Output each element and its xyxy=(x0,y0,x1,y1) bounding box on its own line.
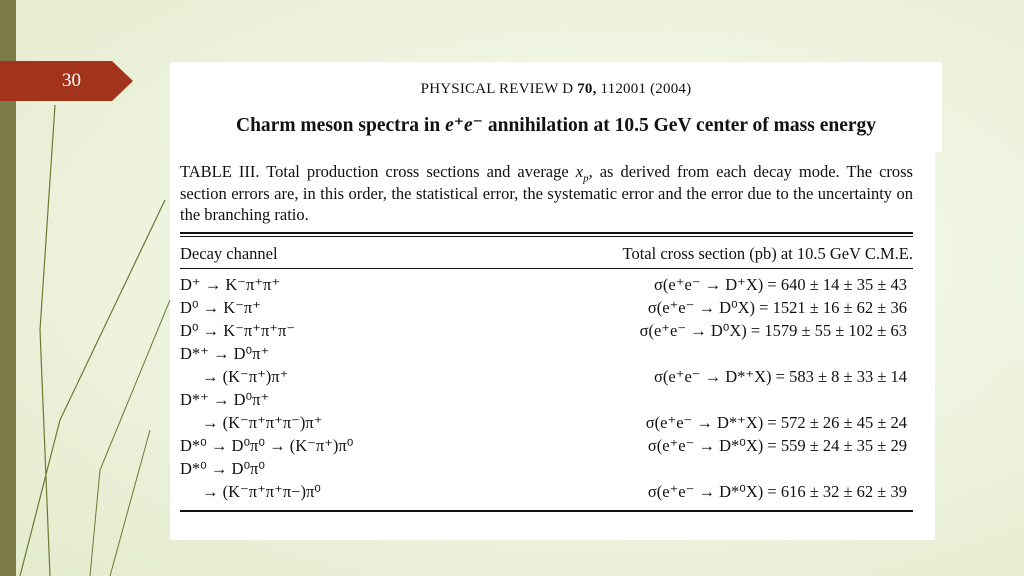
deco-line xyxy=(110,430,150,576)
paper-title xyxy=(170,113,942,137)
cross-section-cell: σ(e⁺e⁻ → D*⁺X) = 572 ± 26 ± 45 ± 24 xyxy=(645,413,907,432)
cross-section-cell: σ(e⁺e⁻ → D*⁰X) = 616 ± 32 ± 62 ± 39 xyxy=(647,482,907,501)
journal-pages: 112001 (2004) xyxy=(600,81,692,97)
title-part-before: Charm meson spectra in xyxy=(235,115,441,136)
cross-section-cell: σ(e⁺e⁻ → D*⁰X) = 559 ± 24 ± 35 ± 29 xyxy=(647,436,907,455)
column-header-cross-section: Total cross section (pb) at 10.5 GeV C.M.E. xyxy=(622,244,913,263)
deco-line xyxy=(40,105,55,576)
deco-line xyxy=(90,300,170,576)
cross-section-cell: σ(e⁺e⁻ → D*⁺X) = 583 ± 8 ± 33 ± 14 xyxy=(654,367,907,386)
decay-channel-cell: → (K⁻π⁺π⁺π⁻)π⁺ xyxy=(202,413,323,432)
slide-number: 30 xyxy=(62,70,81,91)
decay-channel-cell: D*⁰ → D⁰π⁰ xyxy=(180,459,266,478)
caption-xp-sub: p xyxy=(583,172,589,185)
deco-line xyxy=(20,200,165,576)
journal-citation xyxy=(170,81,942,98)
caption-text: Total production cross sections and average xyxy=(266,162,569,181)
cross-section-cell: σ(e⁺e⁻ → D⁰X) = 1521 ± 16 ± 62 ± 36 xyxy=(647,298,907,317)
title-part-after: annihilation at 10.5 GeV center of mass energy xyxy=(487,115,877,136)
decay-channel-cell: D⁺ → K⁻π⁺π⁺ xyxy=(180,275,281,294)
decay-channel-cell: D*⁺ → D⁰π⁺ xyxy=(180,390,270,409)
caption-tail: , as derived from each decay xyxy=(588,162,792,181)
caption-label: TABLE III. xyxy=(180,162,260,181)
journal-name: PHYSICAL REVIEW D xyxy=(420,81,574,97)
decay-channel-cell: D⁰ → K⁻π⁺π⁺π⁻ xyxy=(180,321,296,340)
caption-line-3: the error due to the uncertainty on the branching ratio. xyxy=(180,183,914,224)
column-header-decay: Decay channel xyxy=(180,244,278,263)
caption-line-2: mode. The cross section errors are, in this order, the statistical error, the systematic error and xyxy=(180,162,913,203)
journal-volume: 70, xyxy=(577,81,597,97)
cross-section-cell: σ(e⁺e⁻ → D⁰X) = 1579 ± 55 ± 102 ± 63 xyxy=(639,321,907,340)
table-panel xyxy=(170,152,935,540)
decay-channel-cell: D*⁺ → D⁰π⁺ xyxy=(180,344,270,363)
caption-xp: x xyxy=(575,162,584,181)
decay-channel-cell: → (K⁻π⁺)π⁺ xyxy=(202,367,289,386)
table-top-rule-2 xyxy=(180,236,913,237)
cross-section-cell: σ(e⁺e⁻ → D⁺X) = 640 ± 14 ± 35 ± 43 xyxy=(654,275,907,294)
table-top-rule xyxy=(180,232,913,234)
decay-channel-cell: D*⁰ → D⁰π⁰ → (K⁻π⁺)π⁰ xyxy=(180,436,354,455)
paper-header xyxy=(170,62,942,152)
table-caption xyxy=(180,161,913,226)
decay-channel-cell: → (K⁻π⁺π⁺π−)π⁰ xyxy=(202,482,321,501)
title-ee: e⁺e⁻ xyxy=(445,115,483,136)
table-header-rule xyxy=(180,268,913,269)
decay-channel-cell: D⁰ → K⁻π⁺ xyxy=(180,298,261,317)
table-bottom-rule xyxy=(180,510,913,512)
